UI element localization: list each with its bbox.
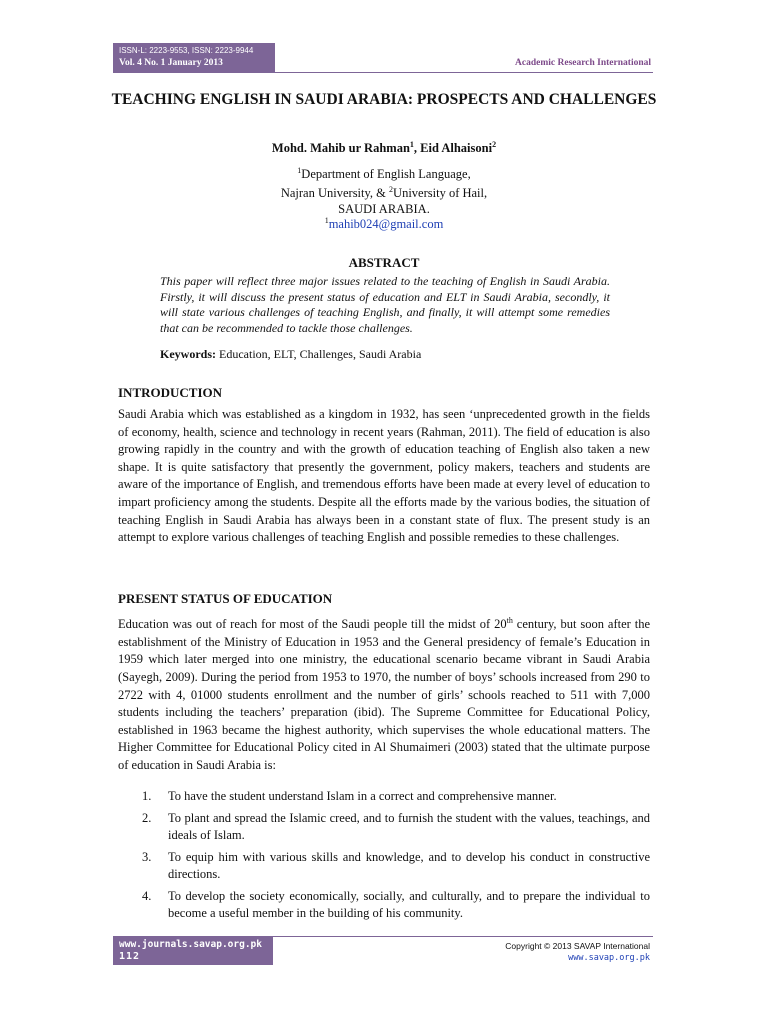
affiliation-line: Najran University, & <box>280 186 390 201</box>
abstract-heading: ABSTRACT <box>348 255 420 270</box>
footer-box <box>113 937 273 965</box>
affiliation-line: SAUDI ARABIA. <box>338 202 430 217</box>
journal-name: Academic Research International <box>515 58 651 68</box>
journal-header-box <box>113 43 275 72</box>
paragraph-text: century, but soon after the establishment of the Ministry of Education in 1953 and the General presidency of female’s Education in 1959 which later merged into one ministry, the educational scenario became vibrant in Saudi Arabia (Sayegh, 2009). During the period from 1953 to 1970, the number of boys’ schools increased from 290 to 2722 with 4, 01000 students enrollment and the number of girls’ schools reached to 511 with 7,000 students including the teachers’ preparation (ibid). The Supreme Committee for Educational Policy, established in 1963 became the highest authority, which supervises the whole educational matters. The Higher Committee for Educational Policy cited in Al Shumaimeri (2003) stated that the ultimate purpose of education in Saudi Arabia is: <box>118 617 650 772</box>
page-number: 112 <box>119 951 141 962</box>
section-heading: PRESENT STATUS OF EDUCATION <box>118 591 333 606</box>
list-number: 3. <box>142 850 152 864</box>
issn-text: ISSN-L: 2223-9553, ISSN: 2223-9944 <box>119 46 254 55</box>
author-separator: , <box>413 141 421 156</box>
affiliation <box>110 163 658 217</box>
paper-title: TEACHING ENGLISH IN SAUDI ARABIA: PROSPECTS AND CHALLENGES <box>111 91 657 108</box>
keywords-list: Education, ELT, Challenges, Saudi Arabia <box>216 347 422 361</box>
footer-url[interactable]: www.journals.savap.org.pk <box>119 939 262 950</box>
abstract-text: This paper will reflect three major issues related to the teaching of English in Saudi Arabia. Firstly, it will discuss the present status of education and ELT in Saudi Arabia, secondly, it will state various challenges of teaching English, and finally, it will attempt some remedies that can be recommended to tackle those challenges. <box>160 274 610 335</box>
ordinal-superscript: th <box>506 616 513 625</box>
email-link[interactable]: mahib024@gmail.com <box>328 217 444 232</box>
introduction-paragraph: Saudi Arabia which was established as a kingdom in 1932, has seen ‘unprecedented growth in the fields of economy, health, science and technology in recent years (Rahman, 2011). The field of education is also growing rapidly in the country and with the growth of education teaching of English also taken a new shape. It is quite satisfactory that presently the government, policy makers, teachers and students are aware of the importance of English, and tremendous efforts have been made at every level of education to impart proficiency among the students. Despite all the efforts made by the various bodies, the situation of teaching English in Saudi Arabia has always been in a constant state of flux. The present study is an attempt to explore various challenges of teaching English and possible remedies to these challenges. <box>118 407 650 545</box>
keywords-label: Keywords: <box>160 347 216 361</box>
affiliation-superscript: 2 <box>389 185 394 195</box>
list-number: 2. <box>142 811 152 825</box>
present-status-paragraph <box>118 612 650 775</box>
author-name: Eid Alhaisoni <box>420 141 493 156</box>
author-superscript: 1 <box>409 140 414 149</box>
list-item-text: To plant and spread the Islamic creed, and to furnish the student with the values, teachings, and ideals of Islam. <box>168 811 650 842</box>
list-item <box>118 810 650 844</box>
list-item <box>118 888 650 922</box>
footer-copyright <box>505 940 650 964</box>
email-superscript: 1 <box>324 216 329 225</box>
list-item <box>118 788 650 805</box>
list-item-text: To develop the society economically, socially, and culturally, and to prepare the individual to become a useful member in the building of his community. <box>168 889 650 920</box>
section-heading: INTRODUCTION <box>118 385 223 400</box>
purpose-list <box>118 788 650 927</box>
paragraph-text: Education was out of reach for most of the Saudi people till the midst of 20 <box>118 617 507 632</box>
keywords <box>160 347 610 362</box>
email-line <box>110 216 658 232</box>
copyright-text: Copyright © 2013 SAVAP International <box>505 941 650 951</box>
list-number: 4. <box>142 889 152 903</box>
list-item-text: To equip him with various skills and knowledge, and to develop his conduct in constructive directions. <box>168 850 650 881</box>
affiliation-line: University of Hail, <box>393 186 488 201</box>
volume-text: Vol. 4 No. 1 January 2013 <box>119 58 223 68</box>
footer-site-link[interactable]: www.savap.org.pk <box>568 953 650 963</box>
author-name: Mohd. Mahib ur Rahman <box>271 141 410 156</box>
affiliation-superscript: 1 <box>297 166 302 175</box>
list-item-text: To have the student understand Islam in a correct and comprehensive manner. <box>168 789 557 803</box>
list-number: 1. <box>142 789 152 803</box>
header-divider <box>113 72 653 73</box>
list-item <box>118 849 650 883</box>
affiliation-line: Department of English Language, <box>301 167 471 182</box>
author-line <box>110 140 658 156</box>
author-superscript: 2 <box>492 140 497 149</box>
